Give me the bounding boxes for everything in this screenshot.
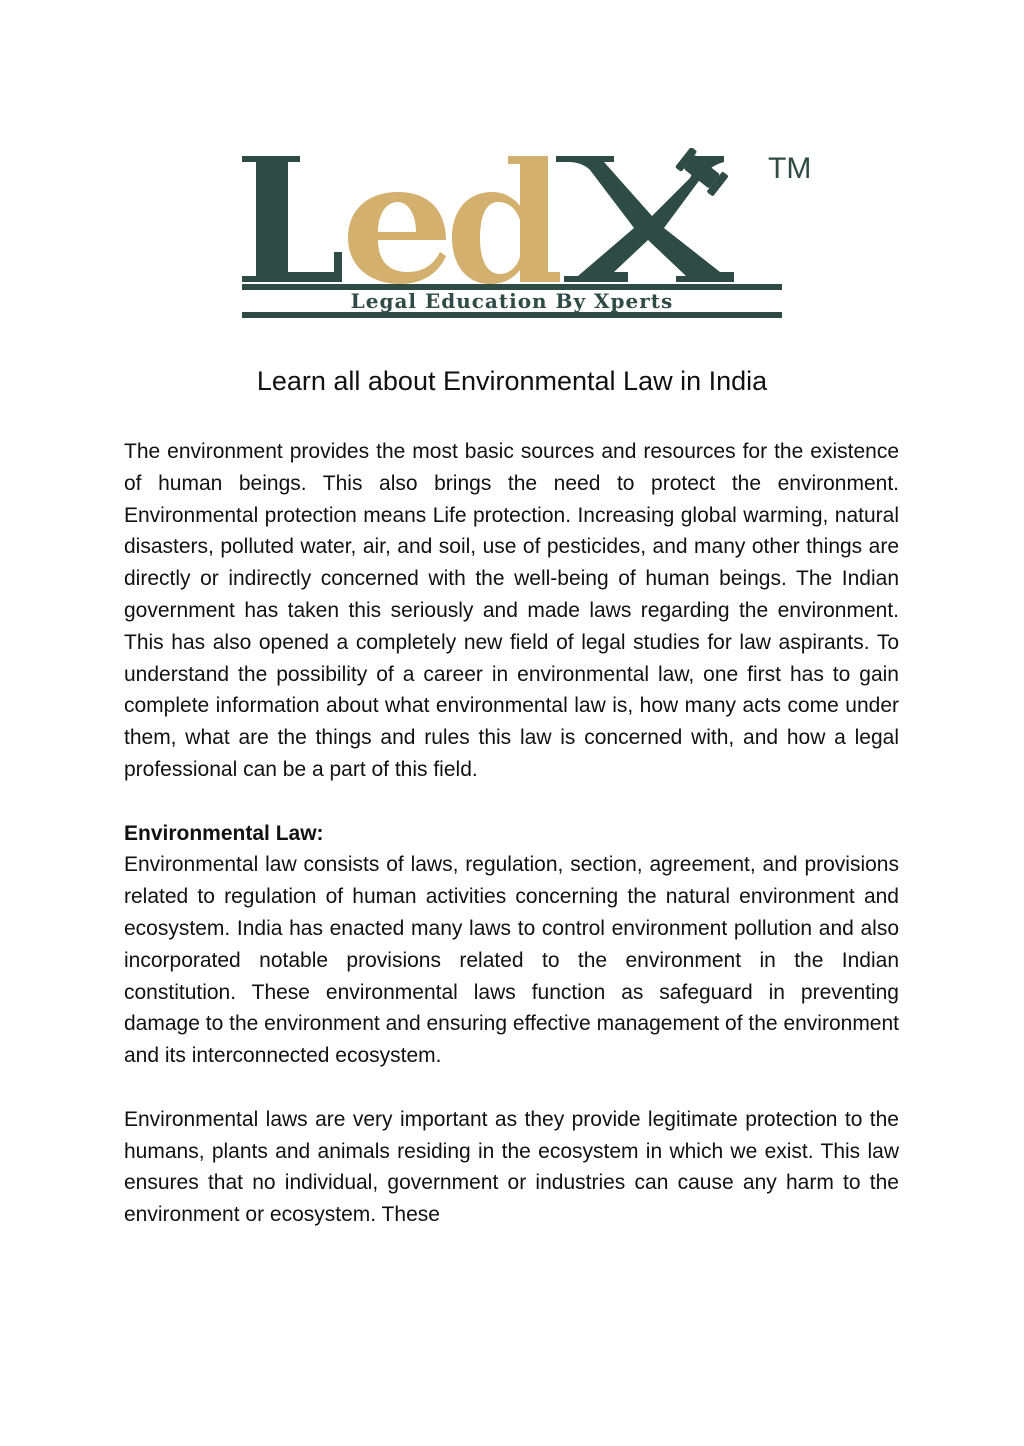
document-title: Learn all about Environmental Law in India [256, 366, 768, 396]
section-paragraph: Environmental law consists of laws, regulation, section, agreement, and provisions related to regulation of human activities concerning the natural environment and ecosystem. India has enacted many laws to control environment pollution and also incorporated notable provisions related to the environment in the Indian constitution. These environmental laws function as safeguard in preventing damage to the environment and ensuring effective management of the environment and its interconnected ecosystem. [124, 853, 899, 1068]
document-body [124, 436, 899, 1231]
intro-paragraph: The environment provides the most basic sources and resources for the existence of human beings. This also brings the need to protect the environment. Environmental protection means Life protection. Increasing global warming, natural disasters, polluted water, air, and soil, use of pesticides, and many other things are directly or indirectly concerned with the well-being of human beings. The Indian government has taken this seriously and made laws regarding the environment. This has also opened a completely new field of legal studies for law aspirants. To understand the possibility of a career in environmental law, one first has to gain complete information about what environmental law is, how many acts come under them, what are the things and rules this law is concerned with, and how a legal professional can be a part of this field. [124, 440, 899, 781]
logo-tagline: Legal Education By Xperts [350, 289, 674, 313]
trademark-text: TM [768, 152, 812, 185]
section-heading: Environmental Law: [124, 821, 324, 845]
section-paragraph: Environmental laws are very important as they provide legitimate protection to the humans, plants and animals residing in the ecosystem in which we exist. This law ensures that no individual, government or industries can cause any harm to the environment or ecosystem. These [124, 1107, 899, 1227]
ledx-logo [238, 148, 834, 320]
